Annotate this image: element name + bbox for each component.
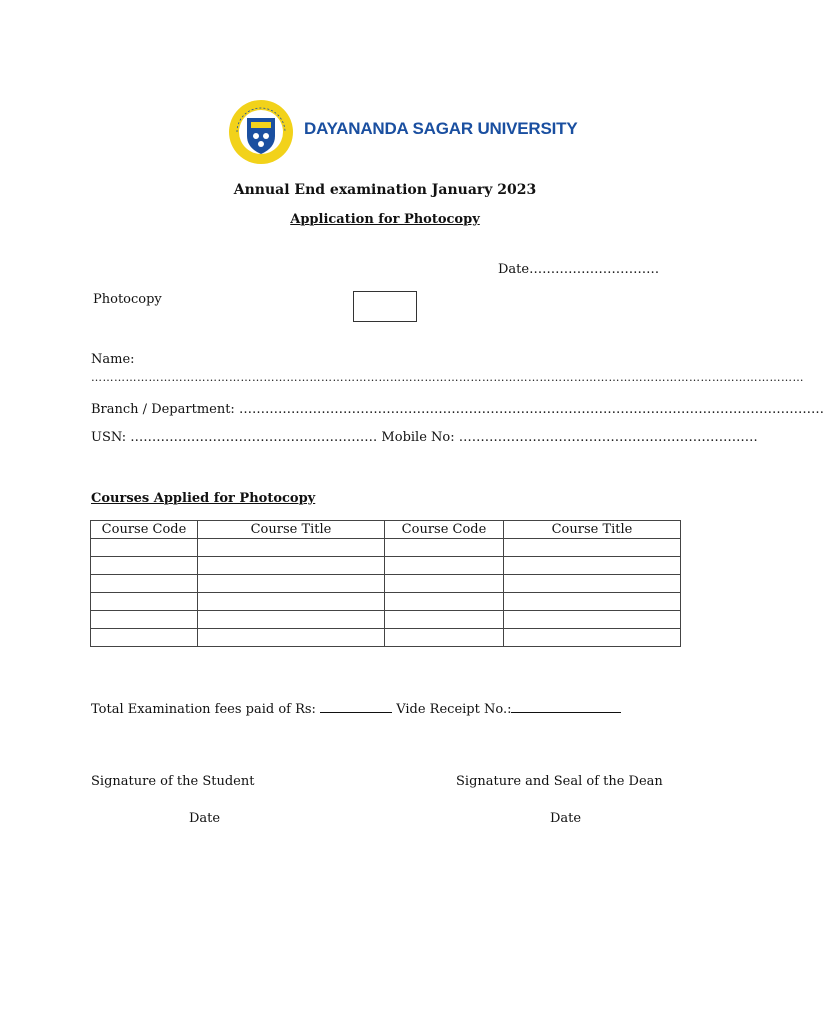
course-cell[interactable] — [91, 611, 198, 629]
course-cell[interactable] — [198, 593, 385, 611]
receipt-label: Vide Receipt No.: — [392, 702, 512, 717]
course-cell[interactable] — [91, 629, 198, 647]
course-cell[interactable] — [385, 629, 504, 647]
course-cell[interactable] — [198, 611, 385, 629]
date-field-label: Date………………………… — [498, 262, 660, 277]
usn-field[interactable]: USN: ………………………………………………… — [91, 430, 378, 445]
name-label: Name: — [91, 352, 135, 367]
course-cell[interactable] — [504, 575, 681, 593]
column-header: Course Title — [198, 521, 385, 539]
course-cell[interactable] — [385, 611, 504, 629]
student-date-label: Date — [189, 811, 221, 826]
receipt-number-field[interactable] — [511, 711, 621, 713]
course-cell[interactable] — [91, 575, 198, 593]
course-cell[interactable] — [504, 593, 681, 611]
photocopy-label: Photocopy — [93, 292, 162, 307]
student-signature-label: Signature of the Student — [91, 774, 255, 789]
course-cell[interactable] — [198, 575, 385, 593]
course-cell[interactable] — [91, 557, 198, 575]
course-cell[interactable] — [385, 557, 504, 575]
branch-field[interactable]: Branch / Department: ……………………………………………………………………………………………………………………… — [91, 402, 824, 417]
course-cell[interactable] — [91, 593, 198, 611]
course-cell[interactable] — [504, 629, 681, 647]
mobile-field[interactable]: Mobile No: …………………………………………………………… — [377, 430, 758, 445]
course-cell[interactable] — [91, 539, 198, 557]
course-cell[interactable] — [504, 557, 681, 575]
table-row — [91, 539, 681, 557]
course-cell[interactable] — [385, 575, 504, 593]
table-header-row — [91, 521, 681, 539]
form-title: Application for Photocopy — [290, 212, 480, 227]
exam-title: Annual End examination January 2023 — [233, 182, 537, 198]
column-header: Course Code — [385, 521, 504, 539]
university-logo — [227, 98, 295, 166]
university-name: DAYANANDA SAGAR UNIVERSITY — [304, 119, 578, 138]
course-cell[interactable] — [504, 539, 681, 557]
dean-date-label: Date — [550, 811, 582, 826]
table-row — [91, 611, 681, 629]
column-header: Course Code — [91, 521, 198, 539]
table-row — [91, 575, 681, 593]
fees-row — [91, 702, 621, 717]
course-cell[interactable] — [385, 593, 504, 611]
name-field[interactable]: …………………………………………………………………………………………………………………………………………………………………… — [91, 371, 804, 384]
courses-section-label: Courses Applied for Photocopy — [91, 491, 316, 506]
fees-amount-field[interactable] — [320, 711, 392, 713]
course-cell[interactable] — [504, 611, 681, 629]
table-row — [91, 629, 681, 647]
table-row — [91, 593, 681, 611]
fees-label: Total Examination fees paid of Rs: — [91, 702, 321, 717]
usn-mobile-row — [91, 430, 758, 445]
courses-table — [90, 520, 681, 647]
course-cell[interactable] — [198, 629, 385, 647]
dean-signature-label: Signature and Seal of the Dean — [456, 774, 663, 789]
photocopy-checkbox[interactable] — [353, 291, 417, 322]
column-header: Course Title — [504, 521, 681, 539]
table-row — [91, 557, 681, 575]
course-cell[interactable] — [198, 557, 385, 575]
course-cell[interactable] — [198, 539, 385, 557]
course-cell[interactable] — [385, 539, 504, 557]
